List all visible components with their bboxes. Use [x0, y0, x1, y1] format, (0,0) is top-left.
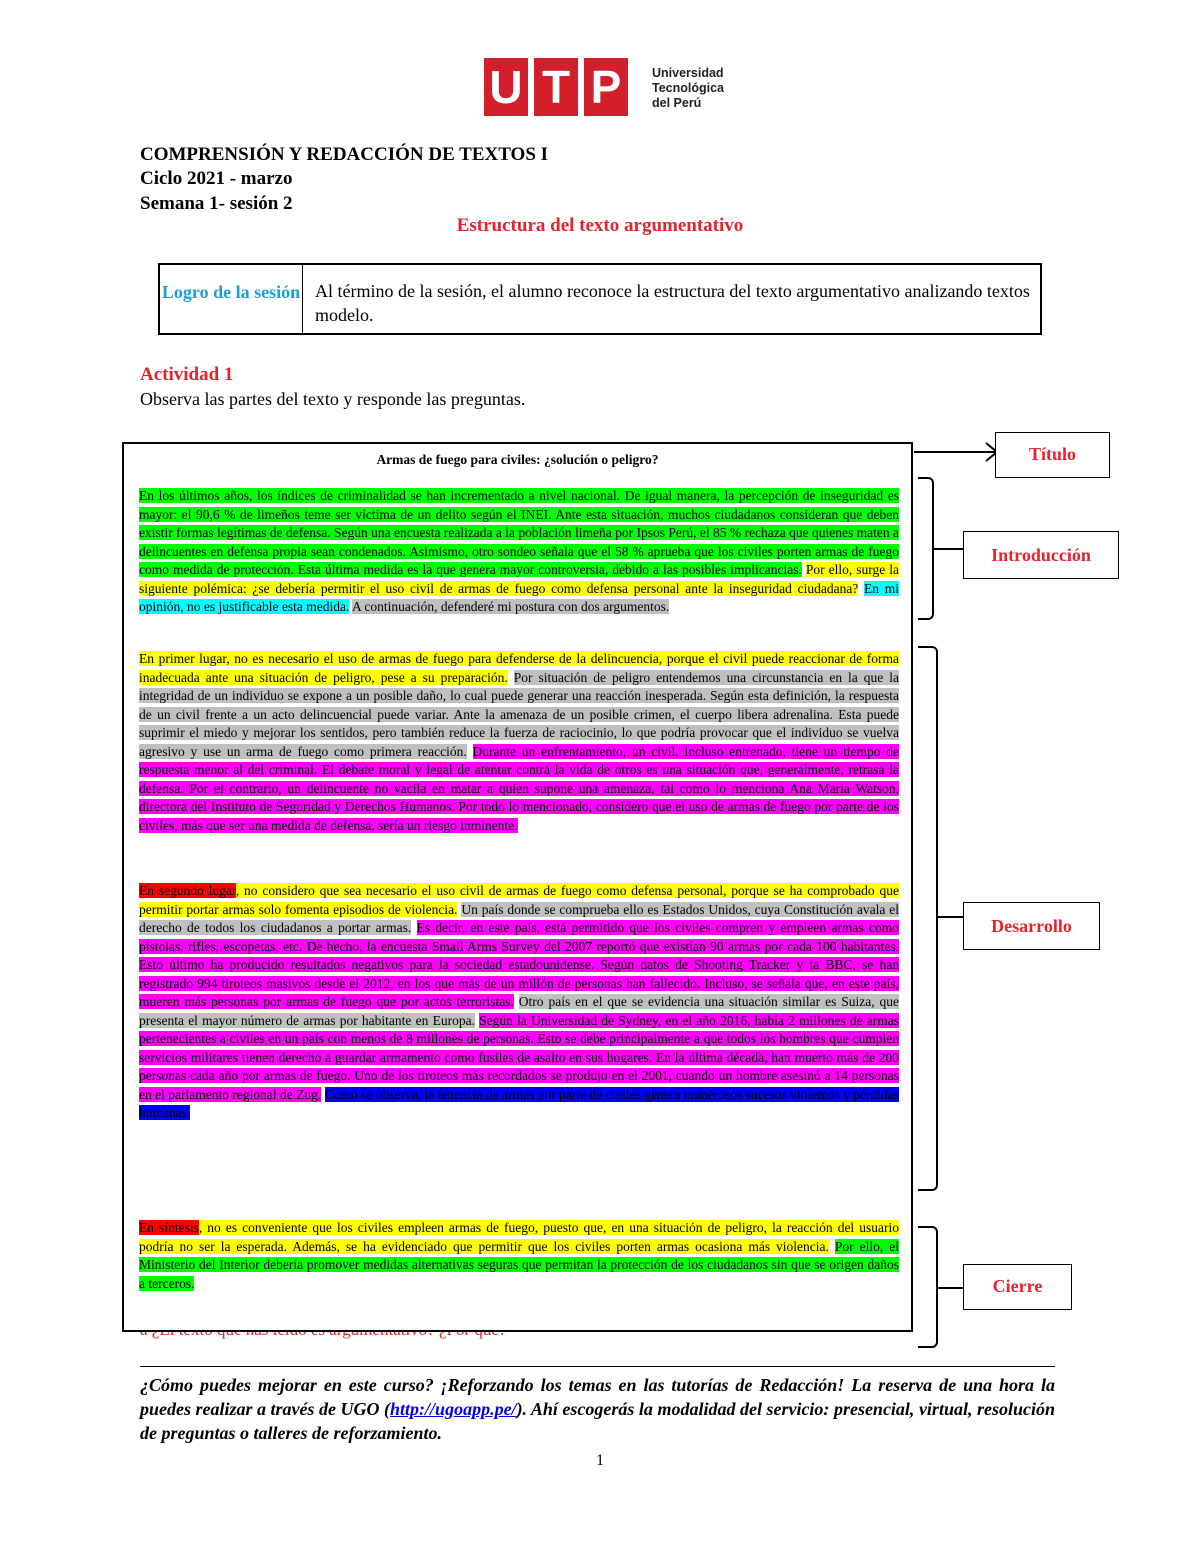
footer-note — [140, 1373, 1055, 1445]
closing-recommendation: Por ello, el Ministerio del Interior debería promover medidas alternativas seguras que permitan la protección de los ciudadanos sin que se origen daños a terceros. — [139, 1238, 900, 1291]
closing-bracket — [918, 1226, 938, 1348]
intro-thesis: En mi opinión, no es justificable esta medida. — [139, 580, 900, 614]
argument-1-paragraph — [139, 650, 899, 835]
argument-2-conclusion: Como se observa, la tenencia de armas por parte de civiles genera numerosos sucesos violentos y pérdidas humanas. — [139, 1086, 900, 1120]
footer-text-after: ). Ahí escogerás la modalidad del servicio: presencial, virtual, resolución de preguntas o talleres de reforzamiento. — [140, 1399, 1055, 1443]
argument-2-swiss-data: Según la Universidad de Sydney, en el año 2016, había 2 millones de armas pertenecientes a civiles en un país con menos de 8 millones de personas. Esto se debe principalmente a que todos los hombres que cumplen servicios militares tienen derecho a guardar armamento como fusiles de asalto en sus hogares. En la última década, han muerto más de 200 personas cada año por armas de fuego. Uno de los tiroteos más recordados se produjo en el 2001, cuando un hombre asesinó a 14 personas en el parlamento regional de Zug. — [139, 1012, 900, 1102]
closing-paragraph — [139, 1219, 899, 1293]
development-connector-line — [937, 916, 963, 918]
label-closing: Cierre — [963, 1264, 1072, 1310]
intro-context: En los últimos años, los índices de criminalidad se han incrementado a nivel nacional. De igual manera, la percepción de inseguridad es mayor: el 90,6 % de limeños teme ser víctima de un delito según el INEI. Ante esta situación, muchos ciudadanos consideran que deben existir formas legítimas de defensa. Según una encuesta realizada a la población limeña por Ipsos Perú, el 85 % rechaza que quienes maten a delincuentes en defensa propia sean condenados. Asimismo, otro sondeo señala que el 58 % aprueba que los civiles porten armas de fuego como medida de protección. Esta última medida es la que genera mayor controversia, debido a las posibles implicancias. — [139, 488, 899, 577]
intro-bracket — [918, 477, 934, 620]
label-introduction: Introducción — [963, 531, 1119, 579]
logo-line-1: Universidad — [652, 66, 724, 80]
argument-1-support-b: Durante un enfrentamiento, un civil, incluso entrenado, tiene un tiempo de respuesta menor al del criminal. El debate moral y legal de atentar contra la vida de otros es una situación que, generalmente, retrasa la defensa. Por el contrario, un delincuente no vacila en matar a quien supone una amenaza, tal como lo menciona Ana María Watson, directora del Instituto de Seguridad y Derechos Humanos. Por todo lo mencionado, considero que el uso de armas de fuego por parte de los civiles, más que ser una medida de defensa, sería un riesgo inminente. — [139, 743, 900, 833]
intro-paragraph — [139, 487, 899, 617]
argument-2-usa-data: Es decir, en este país, está permitido que los civiles compren y empleen armas como pistolas, rifles, escopetas, etc. De hecho, la encuesta Small Arms Survey del 2007 reportó que existían 90 armas por cada 100 habitantes. Esto último ha producido resultados negativos para la sociedad estadounidense. Según datos de Shooting Tracker y la BBC, se han registrado 994 tiroteos masivos desde el 2012, en los que más de un millón de personas han fallecido. Incluso, se señala que, en este país, mueren más personas por armas de fuego que por actos terroristas. — [139, 920, 899, 1009]
course-name: COMPRENSIÓN Y REDACCIÓN DE TEXTOS I — [140, 144, 549, 165]
course-week: Semana 1- sesión 2 — [140, 193, 293, 214]
argument-2-example-swiss: Otro país en el que se evidencia una situación similar es Suiza, que presenta el mayor número de armas por habitante en Europa. — [139, 994, 900, 1028]
logo-university-name — [652, 66, 724, 111]
page-title: Estructura del texto argumentativo — [456, 215, 744, 236]
intro-connector-line — [933, 548, 963, 550]
logo-letter-u: U — [484, 58, 528, 116]
label-title: Título — [995, 432, 1110, 478]
session-goal-text: Al término de la sesión, el alumno reconoce la estructura del texto argumentativo analizando textos modelo. — [315, 281, 1030, 325]
argument-2-claim: , no considero que sea necesario el uso civil de armas de fuego como defensa personal, porque se ha comprobado que permitir portar armas solo fomenta episodios de violencia. — [139, 883, 899, 917]
page-number: 1 — [596, 1452, 604, 1469]
footer-text-before: ¿Cómo puedes mejorar en este curso? ¡Reforzando los temas en las tutorías de Redacción! La reserva de una hora la puedes realizar a través de UGO ( — [140, 1375, 1055, 1419]
session-goal-label: Logro de la sesión — [160, 265, 303, 333]
development-bracket — [918, 646, 938, 1191]
course-cycle: Ciclo 2021 - marzo — [140, 168, 293, 189]
argument-1-support-a: Por situación de peligro entendemos una circunstancia en la que la integridad de un individuo se expone a un posible daño, lo cual puede generar una reacción inesperada. Según esta definición, la respuesta de un civil frente a un acto delincuencial puede variar. Ante la amenaza de un posible crimen, el cuerpo libera adrenalina. Esta puede suprimir el miedo y mejorar los sentidos, pero también reduce la fuerza de raciocinio, lo que podría provocar que el individuo se vuelva agresivo y use un arma de fuego como primera reacción. — [139, 669, 900, 759]
label-development: Desarrollo — [963, 902, 1100, 950]
logo-letter-p: P — [584, 58, 628, 116]
logo-letter-t: T — [534, 58, 578, 116]
closing-summary: , no es conveniente que los civiles empleen armas de fuego, puesto que, en una situación de peligro, la reacción del usuario podría no ser la esperada. Además, se ha evidenciado que permitir que los civiles porten armas ocasiona más violencia. — [139, 1220, 899, 1254]
intro-controversy: Por ello, surge la siguiente polémica: ¿se debería permitir el uso civil de armas de fuego como defensa personal ante la inseguridad ciudadana? — [139, 562, 899, 596]
footer-divider — [140, 1366, 1055, 1367]
argumentative-text-box — [122, 442, 913, 1332]
argument-1-claim: En primer lugar, no es necesario el uso de armas de fuego para defenderse de la delincuencia, porque el civil puede reaccionar de forma inadecuada ante una situación de peligro, pese a su preparación. — [139, 651, 899, 685]
session-goal-table — [158, 263, 1042, 335]
argument-2-connector: En segundo lugar — [139, 883, 236, 898]
argument-2-paragraph — [139, 882, 899, 1123]
activity-title: Actividad 1 — [140, 364, 234, 385]
closing-connector-line — [937, 1287, 963, 1289]
closing-connector: En síntesis — [139, 1220, 199, 1235]
intro-announcement: A continuación, defenderé mi postura con dos argumentos. — [351, 599, 670, 614]
ugo-link[interactable]: http://ugoapp.pe/ — [390, 1399, 517, 1419]
logo-line-2: Tecnológica — [652, 81, 725, 95]
argument-2-example-usa: Un país donde se comprueba ello es Estados Unidos, cuya Constitución avala el derecho de todos los ciudadanos a portar armas. — [139, 901, 900, 935]
text-title: Armas de fuego para civiles: ¿solución o peligro? — [376, 452, 659, 467]
logo-line-3: del Perú — [652, 96, 702, 110]
activity-instruction: Observa las partes del texto y responde las preguntas. — [140, 389, 526, 409]
title-arrow-icon — [912, 440, 1002, 470]
